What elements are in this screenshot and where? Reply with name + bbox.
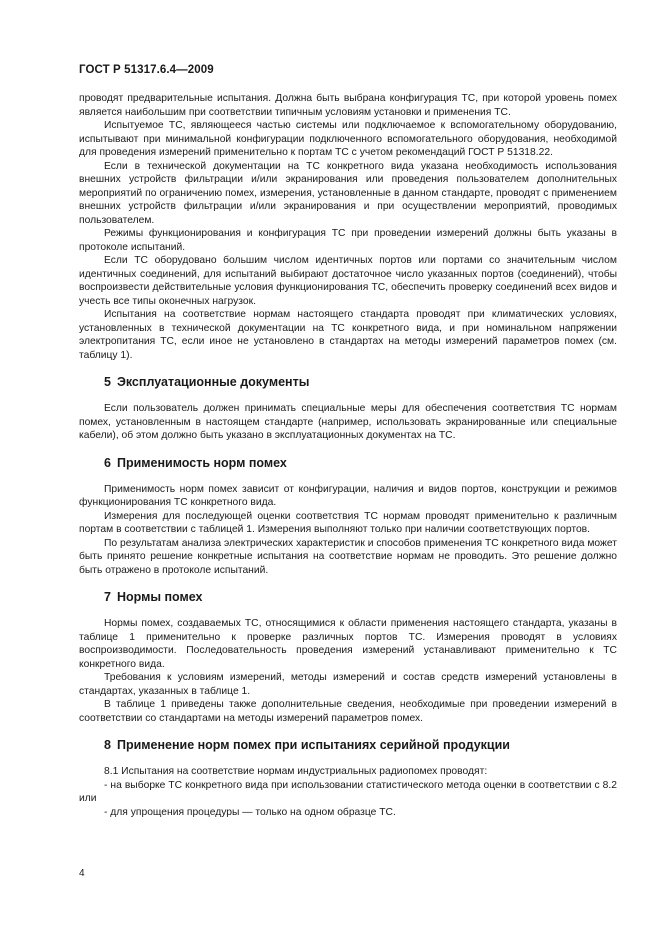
section-number: 8: [104, 738, 111, 752]
paragraph: Измерения для последующей оценки соответствия ТС нормам проводят применительно к различным портам в соответствии с таблицей 1. Измерения выполняют только при наличии соответствующих портов.: [79, 510, 617, 535]
section-title: Применение норм помех при испытаниях серийной продукции: [116, 738, 510, 752]
section-heading: [104, 590, 617, 605]
section-title: Нормы помех: [116, 590, 203, 604]
page-number: 4: [79, 868, 85, 879]
section-number: 6: [104, 455, 111, 470]
paragraph: Применимость норм помех зависит от конфигурации, наличия и видов портов, конструкции и режимов функционирования ТС конкретного вида.: [79, 483, 617, 508]
paragraph: Если в технической документации на ТС конкретного вида указана необходимость использования внешних устройств фильтрации и/или экранирования или проведения пользователем дополнительных мероприятий по ограничению помех, измерения, установленные в данном стандарте, проводят с применением внешних устройств фильтрации и/или экранирования и при осуществлении мероприятий, проводимых пользователем.: [79, 160, 617, 226]
paragraph: Требования к условиям измерений, методы измерений и состав средств измерений установлены в стандартах, указанных в таблице 1.: [79, 672, 617, 697]
list-item: - на выборке ТС конкретного вида при использовании статистического метода оценки в соответствии с 8.2 или: [79, 779, 617, 804]
paragraph: Если пользователь должен принимать специальные меры для обеспечения соответствия ТС нормам помех, установленным в настоящем стандарте (например, использовать экранированные или специальные кабели), об этом должно быть указано в эксплуатационных документах на ТС.: [79, 403, 617, 441]
paragraph: По результатам анализа электрических характеристик и способов применения ТС конкретного вида может быть принято решение конкретные испытания на соответствие нормам не проводить. Это решение должно быть отражено в протоколе испытаний.: [79, 537, 617, 576]
paragraph: Если ТС оборудовано большим числом идентичных портов или портами со значительным числом идентичных соединений, для испытаний выбирают достаточное число указанных портов (соединений), чтобы воспроизвести действительные условия функционирования ТС, обеспечить проверку соединений всех видов и учесть все типы оконечных нагрузок.: [79, 255, 617, 307]
list-item: - для упрощения процедуры — только на одном образце ТС.: [104, 806, 396, 818]
section-heading: [104, 375, 617, 390]
paragraph: Нормы помех, создаваемых ТС, относящимися к области применения настоящего стандарта, указаны в таблице 1 применительно к проверке различных портов ТС. Измерения проводят в условиях воспроизводимости. Последовательность проведения измерений устанавливают применительно к ТС конкретного вида.: [79, 618, 617, 670]
standard-header: ГОСТ Р 51317.6.4—2009: [79, 64, 214, 76]
section-heading: [104, 738, 617, 753]
section-heading: [104, 456, 617, 471]
section-number: 5: [104, 375, 111, 389]
paragraph: Режимы функционирования и конфигурация ТС при проведении измерений должны быть указаны в протоколе испытаний.: [79, 228, 617, 253]
document-body: [79, 92, 617, 819]
section-title: Применимость норм помех: [116, 455, 287, 470]
paragraph: Испытания на соответствие нормам настоящего стандарта проводят при климатических условиях, установленных в технической документации на ТС конкретного вида, и при номинальном напряжении электропитания ТС, если иное не установлено в стандартах на методы измерений параметров помех (см. таблицу 1).: [79, 309, 617, 361]
paragraph: Испытуемое ТС, являющееся частью системы или подключаемое к вспомогательному оборудованию, испытывают при минимальной конфигурации подключенного вспомогательного оборудования, необходимой для проведения измерений применительно к портам ТС с учетом рекомендаций ГОСТ Р 51318.22.: [79, 120, 617, 158]
paragraph: 8.1 Испытания на соответствие нормам индустриальных радиопомех проводят:: [104, 766, 488, 777]
paragraph: В таблице 1 приведены также дополнительные сведения, необходимые при проведении измерений в соответствии со стандартами на методы измерений параметров помех.: [79, 699, 617, 724]
paragraph: проводят предварительные испытания. Должна быть выбрана конфигурация ТС, при которой уровень помех является наибольшим при соответствии типичным условиям установки и применения ТС.: [79, 93, 617, 118]
section-title: Эксплуатационные документы: [116, 375, 310, 389]
section-number: 7: [104, 590, 111, 604]
